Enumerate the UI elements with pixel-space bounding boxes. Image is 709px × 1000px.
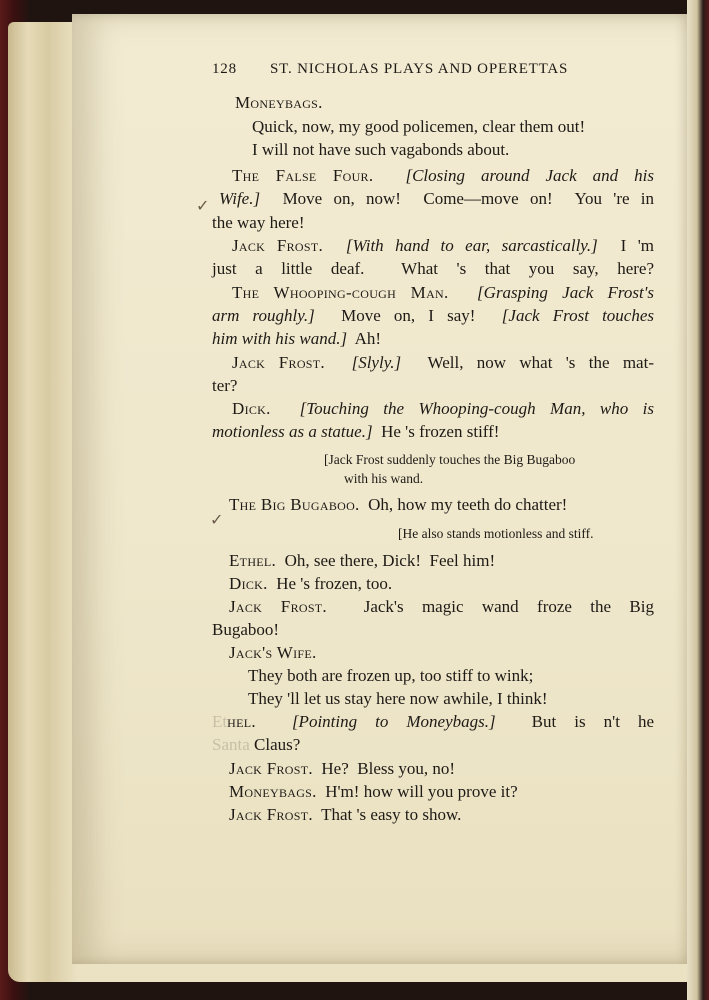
- text-span: Bugaboo!: [212, 620, 280, 639]
- text-span: [Slyly.]: [324, 353, 402, 372]
- text-span: [With hand to ear, sarcastically.]: [323, 236, 598, 255]
- right-page-edge: [687, 0, 709, 1000]
- text-line: [232, 282, 654, 304]
- text-span: Wife.]: [219, 189, 261, 208]
- text-line: [252, 116, 585, 138]
- text-span: Santa: [212, 735, 250, 754]
- text-line: [229, 494, 567, 516]
- speaker-name: Moneybags.: [229, 782, 317, 801]
- pencil-mark-icon: ✓: [196, 198, 210, 215]
- text-span: He 's frozen, too.: [267, 574, 393, 593]
- text-line: [229, 804, 461, 826]
- speaker-name: hel.: [227, 712, 256, 731]
- text-span: Oh, how my teeth do chatter!: [359, 495, 568, 514]
- text-line: [229, 573, 392, 595]
- text-span: He 's frozen stiff!: [372, 422, 500, 441]
- speaker-name: Jack Frost.: [229, 805, 313, 824]
- text-line: [232, 398, 654, 420]
- text-span: That 's easy to show.: [312, 805, 462, 824]
- text-span: Claus?: [249, 735, 301, 754]
- text-span: arm roughly.]: [212, 306, 315, 325]
- text-line: [398, 522, 593, 545]
- text-line: [232, 165, 654, 187]
- book-page: [72, 14, 690, 964]
- text-span: the way here!: [212, 213, 305, 232]
- text-span: Oh, see there, Dick! Feel him!: [276, 551, 496, 570]
- running-title: ST. NICHOLAS PLAYS AND OPERETTAS: [270, 61, 569, 77]
- text-span: [Jack Frost touches: [501, 306, 655, 325]
- text-span: motionless as a statue.]: [212, 422, 373, 441]
- text-span: H'm! how will you prove it?: [316, 782, 518, 801]
- text-span: I 'm: [597, 236, 655, 255]
- text-line: [212, 375, 237, 397]
- text-span: They both are frozen up, too stiff to wink;: [248, 666, 534, 685]
- page-number: 128: [212, 61, 237, 77]
- text-span: [Pointing to Moneybags.]: [255, 712, 496, 731]
- text-span: Et: [212, 712, 228, 731]
- text-line: [229, 596, 654, 618]
- text-span: [Grasping Jack Frost's: [448, 283, 654, 302]
- text-span: He? Bless you, no!: [312, 759, 456, 778]
- text-span: But is n't he: [495, 712, 654, 731]
- text-line: [248, 665, 533, 687]
- speaker-name: Jack Frost.: [229, 759, 313, 778]
- text-span: Move on, now! Come—move on! You 're in: [260, 189, 654, 208]
- text-span: I will not have such vagabonds about.: [252, 140, 510, 159]
- text-line: [212, 734, 300, 756]
- text-span: They 'll let us stay here now awhile, I think!: [248, 689, 548, 708]
- text-span: Ah!: [347, 329, 382, 348]
- speaker-name: The False Four.: [232, 166, 374, 185]
- text-line: [212, 305, 654, 327]
- text-span: Jack's magic wand froze the Big: [327, 597, 654, 616]
- text-span: Well, now what 's the mat-: [401, 353, 654, 372]
- text-line: [212, 212, 305, 234]
- text-line: [212, 619, 279, 641]
- speaker-name: Dick.: [232, 399, 271, 418]
- text-line: [232, 235, 654, 257]
- text-line: [248, 688, 548, 710]
- speaker-name: Jack Frost.: [229, 597, 327, 616]
- text-line: [229, 550, 495, 572]
- text-span: [Closing around Jack and his: [373, 166, 654, 185]
- text-line: [229, 781, 518, 803]
- text-line: [219, 188, 654, 210]
- text-line: [212, 328, 381, 350]
- speaker-name: Jack Frost.: [232, 353, 325, 372]
- text-span: him with his wand.]: [212, 329, 348, 348]
- text-span: Move on, I say!: [314, 306, 502, 325]
- speaker-name: Dick.: [229, 574, 268, 593]
- stage-direction: [He also stands motionless and stiff.: [398, 526, 594, 541]
- text-line: [229, 642, 317, 664]
- text-line: [235, 92, 323, 114]
- text-line: [252, 139, 509, 161]
- text-line: [212, 258, 654, 280]
- text-span: [Touching the Whooping-cough Man, who is: [270, 399, 654, 418]
- speaker-name: Ethel.: [229, 551, 277, 570]
- stage-direction: [Jack Frost suddenly touches the Big Bugaboo: [324, 452, 576, 467]
- speaker-name: The Big Bugaboo.: [229, 495, 360, 514]
- speaker-name: Moneybags.: [235, 93, 323, 112]
- text-line: [232, 352, 654, 374]
- speaker-name: Jack Frost.: [232, 236, 324, 255]
- text-span: just a little deaf. What 's that you say, here?: [212, 259, 654, 278]
- text-line: [344, 467, 423, 490]
- speaker-name: Jack's Wife.: [229, 643, 317, 662]
- text-line: [212, 711, 654, 733]
- pencil-mark-icon: ✓: [210, 512, 224, 529]
- text-line: [229, 758, 455, 780]
- text-line: [212, 421, 499, 443]
- stage-direction: with his wand.: [344, 471, 424, 486]
- speaker-name: The Whooping-cough Man.: [232, 283, 449, 302]
- text-span: ter?: [212, 376, 238, 395]
- text-span: Quick, now, my good policemen, clear them out!: [252, 117, 586, 136]
